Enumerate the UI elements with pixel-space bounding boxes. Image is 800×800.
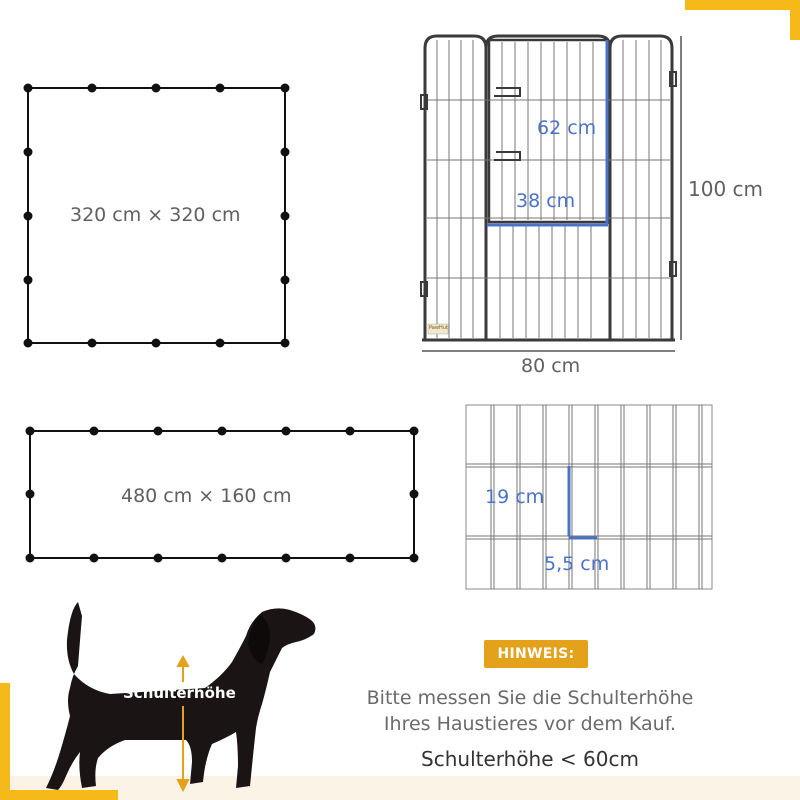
mesh-measure-lines	[569, 466, 597, 538]
mesh-gap-height-label: 19 cm	[485, 486, 545, 508]
fence-panel	[422, 36, 675, 340]
notice-line-2: Ihres Haustieres vor dem Kauf.	[383, 713, 677, 735]
layout-rectangle-label: 480 cm × 160 cm	[121, 485, 292, 507]
panel-width-label: 80 cm	[521, 355, 581, 377]
mesh-gap-width-label: 5,5 cm	[544, 553, 610, 575]
door-height-label: 62 cm	[537, 117, 597, 139]
fence-hinges	[421, 72, 676, 296]
panel-height-label: 100 cm	[688, 177, 764, 201]
notice-badge: HINWEIS:	[484, 640, 588, 668]
notice-requirement: Schulterhöhe < 60cm	[421, 747, 639, 771]
fence-bars	[427, 40, 670, 338]
notice-line-1: Bitte messen Sie die Schulterhöhe	[366, 687, 694, 709]
shoulder-height-label: Schulterhöhe	[123, 684, 236, 702]
layout-square-label: 320 cm × 320 cm	[70, 204, 241, 226]
brand-tag-label: PawHut	[429, 325, 448, 331]
door-width-label: 38 cm	[516, 190, 576, 212]
